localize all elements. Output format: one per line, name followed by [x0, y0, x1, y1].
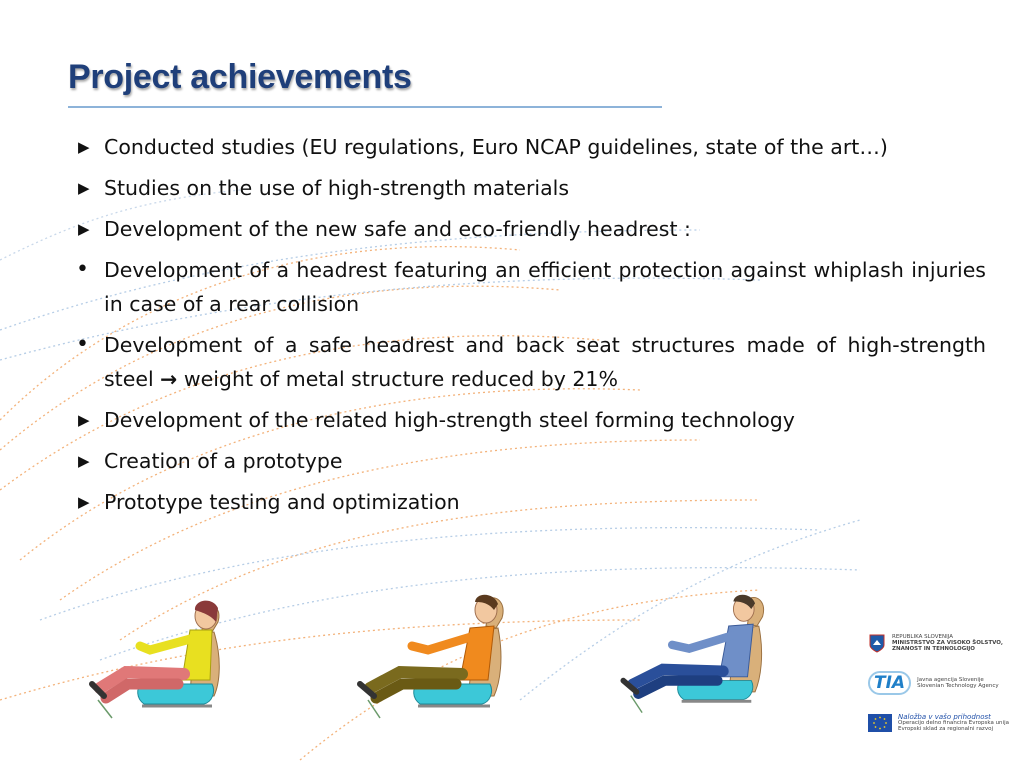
list-item-text: Conducted studies (EU regulations, Euro NCAP guidelines, state of the art…) [104, 135, 888, 159]
list-item-text: Development of the related high-strength steel forming technology [104, 408, 795, 432]
list-item-text: Prototype testing and optimization [104, 490, 460, 514]
list-item [70, 212, 986, 246]
list-item-text: Development of a headrest featuring an efficient protection against whiplash injuries in case of a rear collision [104, 258, 986, 316]
eu-line-3: Evropski sklad za regionalni razvoj [898, 726, 993, 732]
ministry-line-3: ZNANOST IN TEHNOLOGIJO [892, 646, 975, 652]
arrow-bullet-icon: ▶ [78, 138, 90, 156]
sponsor-logos [868, 628, 1018, 738]
ministry-line-2: MINISTRSTVO ZA VISOKO ŠOLSTVO, [892, 640, 1003, 646]
seated-occupant-orange-image [348, 588, 508, 728]
list-item-text: Studies on the use of high-strength materials [104, 176, 570, 200]
ministry-line-1: REPUBLIKA SLOVENIJA [892, 634, 953, 640]
arrow-bullet-icon: ▶ [78, 220, 90, 238]
seated-occupant-blue-image [612, 588, 772, 728]
arrow-bullet-icon: ▶ [78, 452, 90, 470]
ministry-logo [868, 628, 1018, 658]
tia-logo-mark: TIA [868, 671, 911, 695]
list-item [70, 485, 986, 519]
arrow-bullet-icon: ▶ [78, 179, 90, 197]
eu-line-1: Naložba v vašo prihodnost [898, 713, 991, 721]
slovenia-crest-icon [868, 633, 886, 653]
eu-flag-icon [868, 714, 892, 732]
dot-bullet-icon: • [76, 332, 89, 357]
eu-logo [868, 708, 1018, 738]
list-item-text: Development of the new safe and eco-friendly headrest : [104, 217, 691, 241]
list-item [70, 171, 986, 205]
eu-line-2: Operacijo delno financira Evropska unija [898, 720, 1009, 726]
list-item-text: Development of a safe headrest and back seat structures made of high-strength steel [104, 333, 986, 391]
list-item [70, 253, 986, 321]
tia-logo [868, 668, 1018, 698]
tia-line-2: Slovenian Technology Agency [917, 683, 999, 689]
dot-bullet-icon: • [76, 257, 89, 282]
list-item [70, 403, 986, 437]
arrow-bullet-icon: ▶ [78, 411, 90, 429]
list-item [70, 444, 986, 478]
achievements-list [70, 130, 986, 526]
right-arrow-icon: → [160, 367, 178, 391]
tia-line-1: Javna agencija Slovenije [917, 677, 984, 683]
list-item [70, 328, 986, 396]
list-item-text: Creation of a prototype [104, 449, 343, 473]
list-item [70, 130, 986, 164]
title-underline [68, 106, 662, 108]
list-item-text: weight of metal structure reduced by 21% [177, 367, 618, 391]
page-title: Project achievements [68, 58, 412, 96]
seated-occupant-yellow-image [82, 588, 242, 728]
arrow-bullet-icon: ▶ [78, 493, 90, 511]
